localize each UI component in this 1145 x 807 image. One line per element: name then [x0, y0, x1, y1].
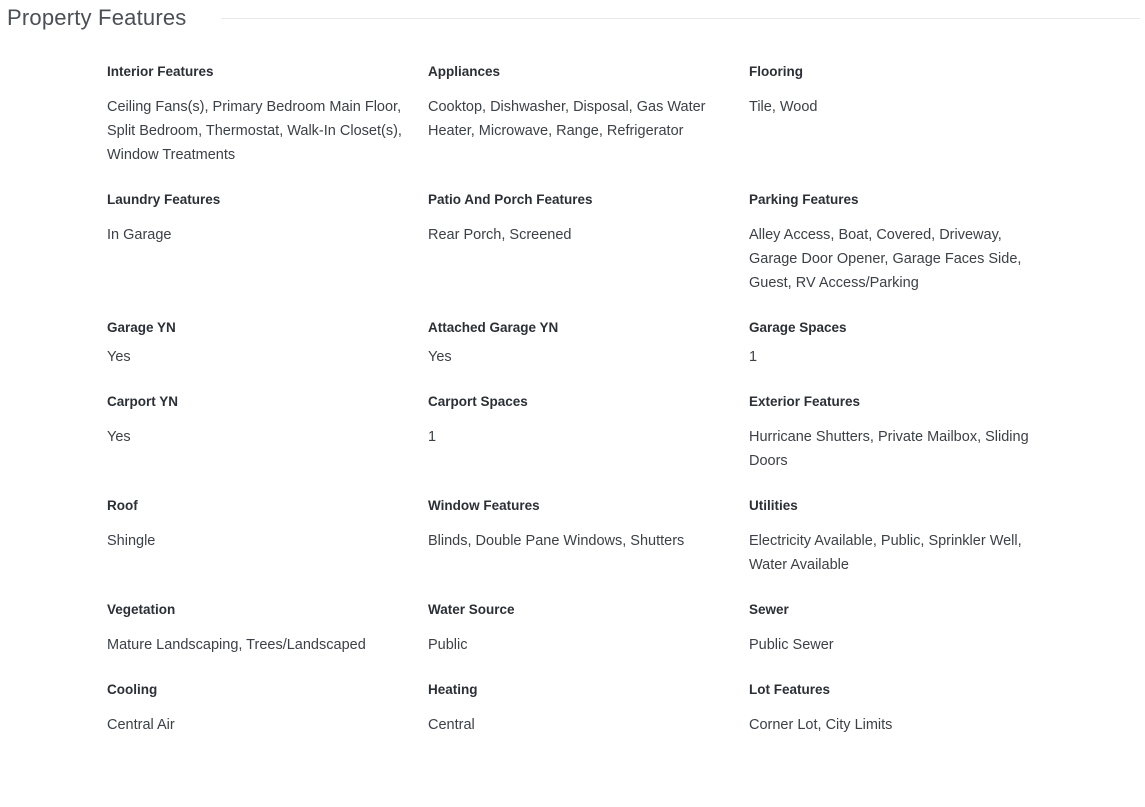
feature-label: Utilities	[749, 498, 798, 513]
feature-value: Central Air	[107, 717, 175, 733]
feature-grid	[107, 63, 1047, 761]
feature-value: Electricity Available, Public, Sprinkler Well, Water Available	[749, 533, 1022, 573]
feature-label: Appliances	[428, 64, 501, 79]
feature-value: Corner Lot, City Limits	[749, 717, 893, 733]
feature-label: Patio And Porch Features	[428, 192, 593, 207]
feature-value: Yes	[107, 429, 131, 445]
feature-patio-and-porch-features	[428, 191, 749, 319]
feature-cooling	[107, 681, 428, 761]
feature-label: Heating	[428, 682, 478, 697]
feature-label: Vegetation	[107, 602, 176, 617]
feature-label: Roof	[107, 498, 138, 513]
feature-value: Mature Landscaping, Trees/Landscaped	[107, 637, 366, 653]
feature-value: Shingle	[107, 533, 156, 549]
feature-value: Ceiling Fans(s), Primary Bedroom Main Floor, Split Bedroom, Thermostat, Walk-In Closet(s), Window Treatments	[107, 99, 402, 163]
feature-value: Cooktop, Dishwasher, Disposal, Gas Water Heater, Microwave, Range, Refrigerator	[428, 99, 706, 139]
feature-value: 1	[428, 429, 437, 445]
feature-value: Yes	[107, 349, 131, 365]
feature-carport-spaces	[428, 393, 749, 497]
section-title: Property Features	[7, 5, 187, 30]
feature-attached-garage-yn	[428, 319, 749, 393]
feature-carport-yn	[107, 393, 428, 497]
feature-value: Central	[428, 717, 475, 733]
feature-label: Sewer	[749, 602, 789, 617]
feature-garage-yn	[107, 319, 428, 393]
feature-value: Yes	[428, 349, 452, 365]
feature-interior-features	[107, 63, 428, 191]
feature-value: In Garage	[107, 227, 172, 243]
feature-label: Exterior Features	[749, 394, 861, 409]
feature-value: 1	[749, 349, 758, 365]
feature-value: Alley Access, Boat, Covered, Driveway, Garage Door Opener, Garage Faces Side, Guest, RV Access/Parking	[749, 227, 1022, 291]
feature-flooring	[749, 63, 1047, 191]
feature-label: Water Source	[428, 602, 515, 617]
feature-sewer	[749, 601, 1047, 681]
feature-exterior-features	[749, 393, 1047, 497]
feature-value: Public Sewer	[749, 637, 834, 653]
feature-label: Parking Features	[749, 192, 859, 207]
feature-lot-features	[749, 681, 1047, 761]
feature-label: Carport YN	[107, 394, 179, 409]
feature-value: Public	[428, 637, 468, 653]
section-divider	[221, 18, 1140, 19]
feature-roof	[107, 497, 428, 601]
feature-label: Flooring	[749, 64, 803, 79]
feature-label: Carport Spaces	[428, 394, 528, 409]
feature-laundry-features	[107, 191, 428, 319]
feature-utilities	[749, 497, 1047, 601]
feature-value: Blinds, Double Pane Windows, Shutters	[428, 533, 685, 549]
feature-value: Rear Porch, Screened	[428, 227, 572, 243]
feature-garage-spaces	[749, 319, 1047, 393]
feature-heating	[428, 681, 749, 761]
feature-water-source	[428, 601, 749, 681]
feature-label: Attached Garage YN	[428, 320, 559, 335]
feature-appliances	[428, 63, 749, 191]
feature-vegetation	[107, 601, 428, 681]
feature-window-features	[428, 497, 749, 601]
feature-label: Lot Features	[749, 682, 831, 697]
feature-value: Tile, Wood	[749, 99, 818, 115]
section-header	[0, 0, 1145, 40]
feature-label: Garage YN	[107, 320, 176, 335]
feature-label: Window Features	[428, 498, 540, 513]
feature-value: Hurricane Shutters, Private Mailbox, Sliding Doors	[749, 429, 1029, 469]
feature-label: Cooling	[107, 682, 158, 697]
feature-label: Garage Spaces	[749, 320, 847, 335]
feature-label: Interior Features	[107, 64, 214, 79]
feature-label: Laundry Features	[107, 192, 221, 207]
feature-parking-features	[749, 191, 1047, 319]
